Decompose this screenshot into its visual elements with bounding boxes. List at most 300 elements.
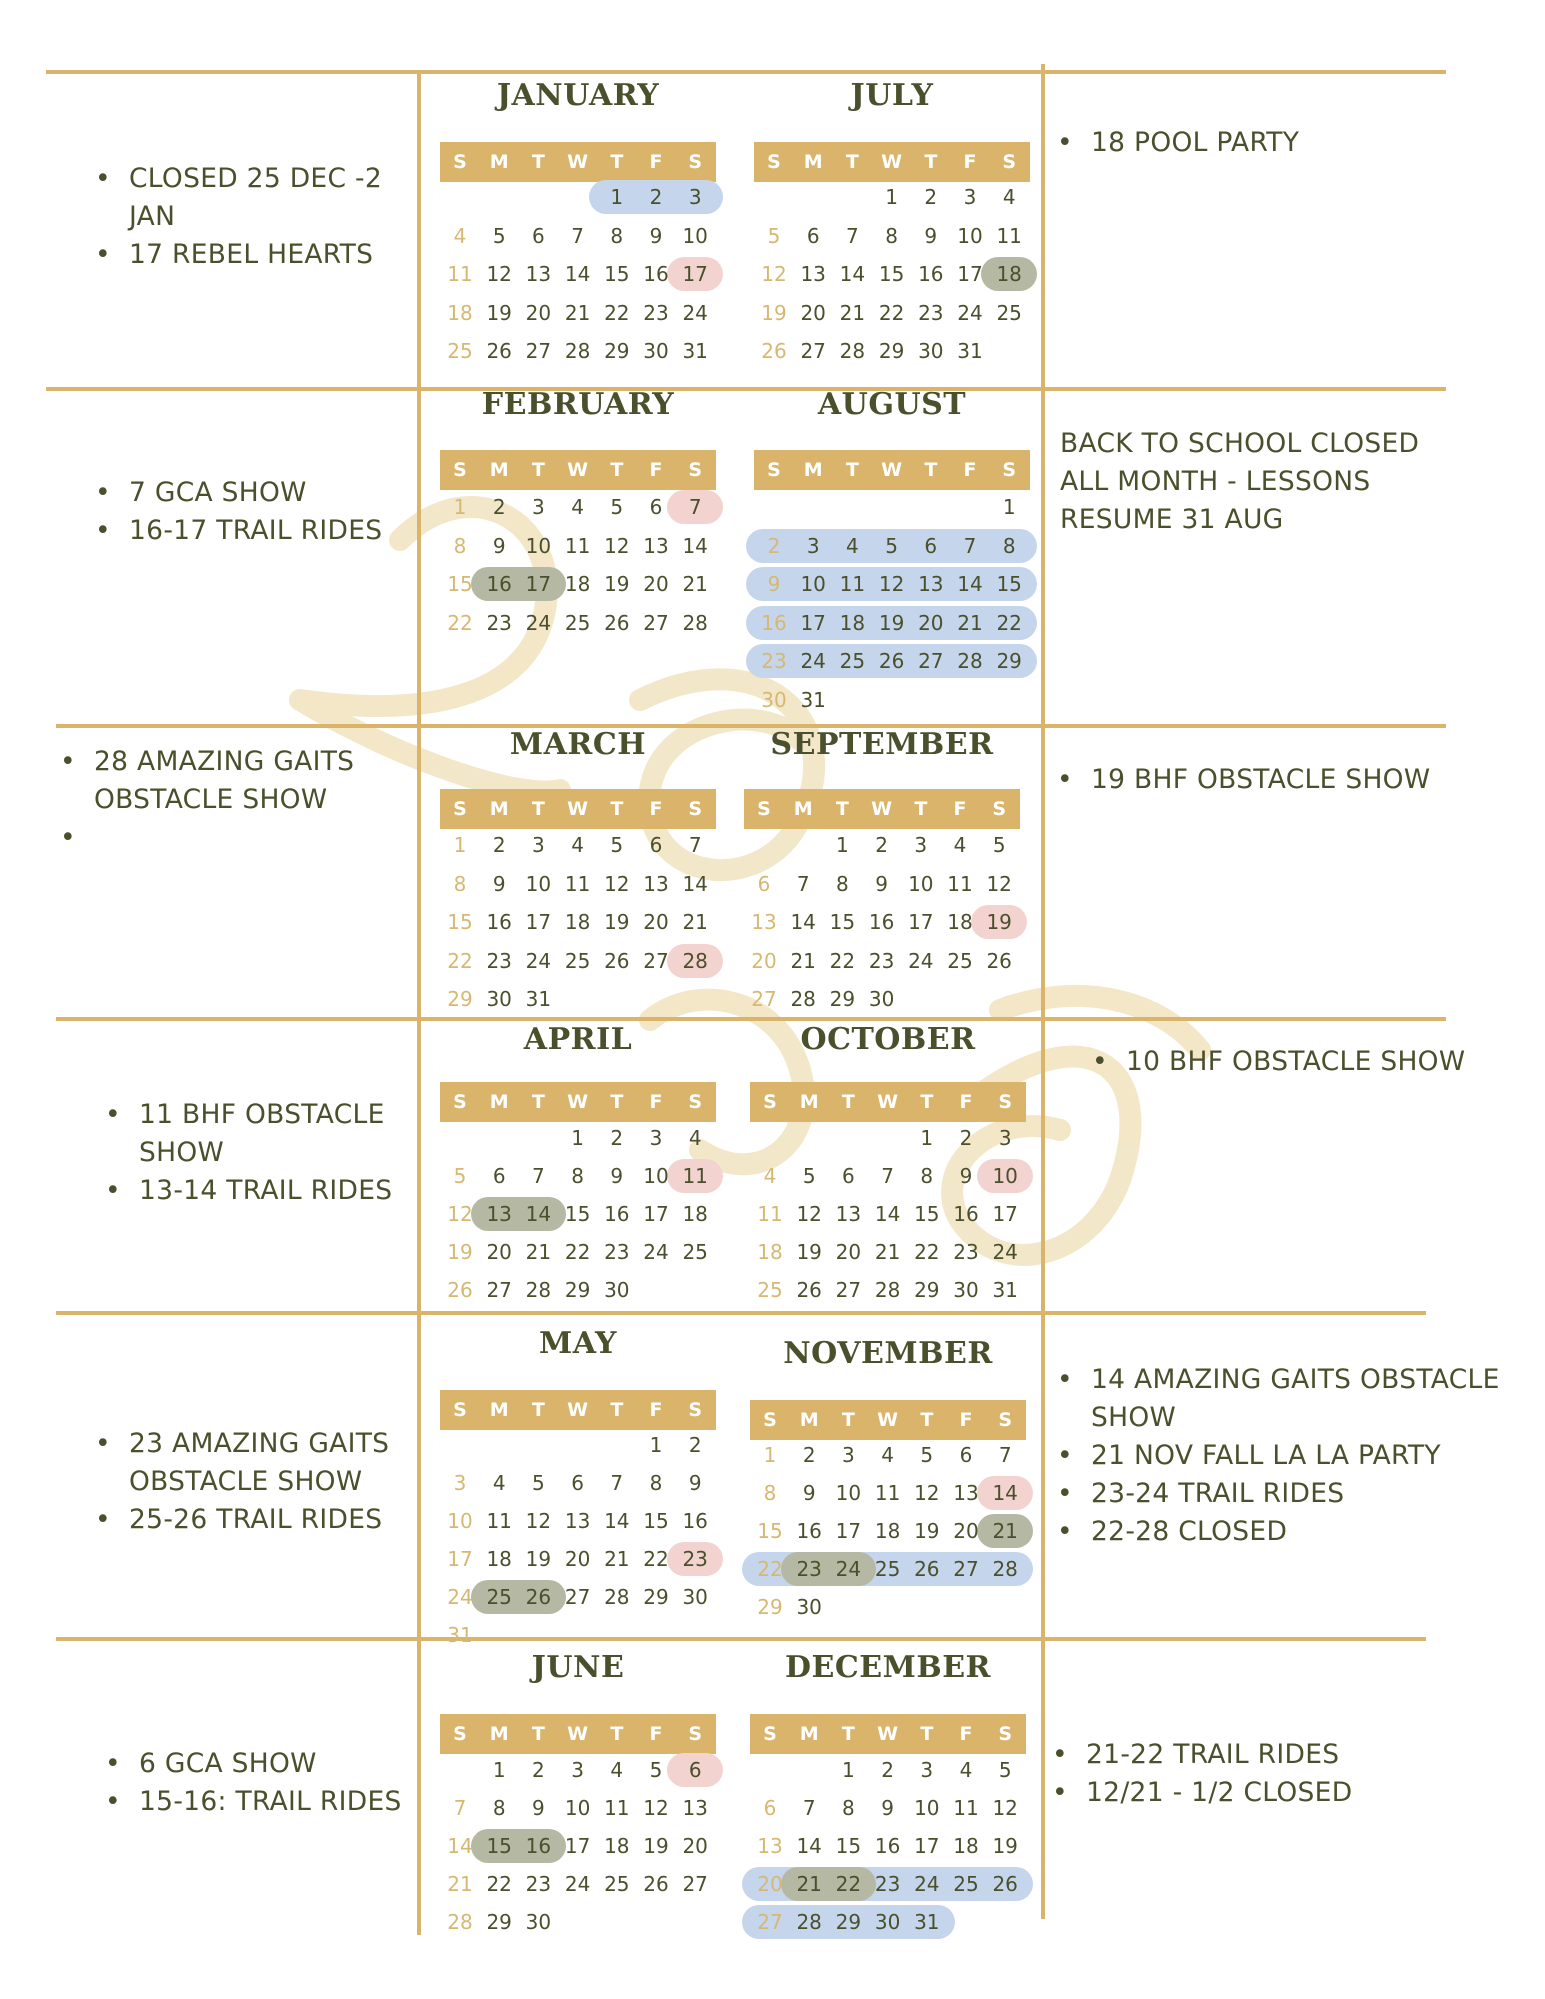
calendar-day: 2	[767, 533, 781, 558]
calendar-day: 11	[839, 572, 866, 596]
calendar-day: 13	[643, 533, 669, 558]
calendar-day: 3	[532, 833, 545, 857]
october-events	[1092, 1043, 1512, 1081]
divider-row-6	[56, 1637, 1426, 1641]
calendar-day: 14	[992, 1481, 1018, 1505]
calendar-day: 12	[796, 1202, 822, 1226]
calendar-day: 17	[914, 1834, 940, 1858]
calendar-day: 31	[992, 1278, 1018, 1302]
weekday-label: F	[649, 151, 663, 173]
calendar-day: 22	[996, 610, 1022, 635]
calendar-day: 23	[918, 300, 944, 325]
calendar-day: 8	[1002, 533, 1016, 558]
calendar-day: 30	[796, 1595, 822, 1619]
january-title: JANUARY	[496, 78, 660, 113]
calendar-day: 10	[908, 871, 934, 896]
calendar-day: 6	[757, 871, 771, 896]
calendar-day: 18	[486, 1547, 512, 1571]
calendar-day: 25	[874, 1557, 901, 1581]
calendar-day: 7	[532, 1164, 545, 1188]
calendar-day: 11	[996, 223, 1022, 248]
calendar-day: 27	[953, 1557, 979, 1581]
calendar-day: 21	[682, 572, 708, 596]
calendar-day: 1	[571, 1126, 584, 1150]
calendar-day: 6	[688, 1758, 702, 1782]
calendar-day: 28	[447, 1910, 473, 1934]
weekday-label: T	[920, 1091, 934, 1113]
event-item: • 7 GCA SHOW	[95, 474, 415, 512]
calendar-day: 8	[836, 871, 849, 896]
calendar-day: 11	[564, 871, 591, 896]
calendar-day: 29	[564, 1278, 591, 1302]
calendar-day: 14	[682, 871, 708, 896]
calendar-day: 10	[525, 871, 552, 896]
calendar-day: 4	[1002, 185, 1016, 209]
calendar-day: 26	[796, 1278, 822, 1302]
calendar-day: 27	[643, 610, 669, 635]
calendar-day: 19	[992, 1834, 1018, 1858]
calendar-day: 4	[846, 533, 859, 558]
weekday-label: M	[803, 151, 823, 173]
event-item: • 6 GCA SHOW	[105, 1745, 415, 1783]
december-events	[1052, 1736, 1472, 1812]
calendar-day: 27	[525, 339, 552, 363]
calendar-day: 1	[885, 185, 898, 209]
calendar-day: 9	[881, 1796, 894, 1820]
weekday-label: F	[649, 1723, 663, 1745]
calendar-day: 22	[757, 1557, 783, 1581]
calendar-day: 24	[525, 610, 552, 635]
calendar-day: 19	[604, 572, 630, 596]
weekday-label: W	[881, 459, 903, 481]
calendar-day: 12	[525, 1509, 552, 1533]
calendar-day: 30	[525, 1910, 552, 1934]
event-item: • 21 NOV FALL LA LA PARTY	[1057, 1437, 1517, 1475]
calendar-day: 24	[835, 1557, 862, 1581]
calendar-day: 3	[998, 1126, 1012, 1150]
calendar-day: 3	[914, 833, 928, 857]
calendar-day: 23	[486, 610, 512, 635]
calendar-day: 14	[790, 910, 816, 934]
calendar-day: 20	[757, 1872, 783, 1896]
calendar-day: 15	[447, 572, 473, 596]
calendar-day: 7	[963, 533, 977, 558]
weekday-label: S	[453, 1399, 467, 1421]
calendar-day: 25	[564, 610, 591, 635]
calendar-day: 29	[829, 987, 856, 1011]
calendar-day: 5	[920, 1443, 934, 1467]
calendar-day: 11	[604, 1796, 630, 1820]
calendar-day: 7	[688, 833, 702, 857]
event-item: • 12/21 - 1/2 CLOSED	[1052, 1774, 1472, 1812]
divider-row-5	[56, 1311, 1426, 1315]
calendar-day: 6	[649, 495, 663, 519]
weekday-label: M	[489, 1723, 509, 1745]
calendar-day: 10	[525, 533, 552, 558]
calendar-day: 27	[486, 1278, 512, 1302]
calendar-day: 30	[918, 339, 944, 363]
calendar-day: 20	[953, 1519, 979, 1543]
calendar-day: 5	[453, 1164, 467, 1188]
calendar-day: 24	[564, 1872, 591, 1896]
event-item: • 28 AMAZING GAITS OBSTACLE SHOW	[60, 743, 370, 819]
event-item: • 22-28 CLOSED	[1057, 1513, 1517, 1551]
april-weekday-header	[440, 1082, 716, 1122]
calendar-day: 24	[957, 300, 983, 325]
calendar-day: 17	[908, 910, 934, 934]
july-weekday-header	[754, 142, 1030, 182]
calendar-day: 4	[571, 833, 584, 857]
february-title: FEBRUARY	[481, 387, 675, 422]
calendar-day: 20	[800, 300, 826, 325]
calendar-day: 15	[914, 1202, 940, 1226]
calendar-day: 20	[682, 1834, 708, 1858]
calendar-day: 28	[874, 1278, 901, 1302]
weekday-label: M	[803, 459, 823, 481]
weekday-label: T	[845, 459, 859, 481]
calendar-day: 5	[610, 833, 624, 857]
calendar-day: 28	[682, 610, 708, 635]
divider-row-2	[46, 387, 1446, 391]
calendar-day: 8	[571, 1164, 584, 1188]
calendar-day: 6	[571, 1471, 584, 1495]
calendar-day: 11	[874, 1481, 901, 1505]
calendar-day: 28	[839, 339, 866, 363]
calendar-day: 16	[761, 610, 787, 635]
calendar-day: 3	[688, 185, 702, 209]
calendar-day: 11	[682, 1164, 708, 1188]
calendar-day: 29	[643, 1585, 669, 1609]
calendar-day: 19	[643, 1834, 669, 1858]
event-item: BACK TO SCHOOL CLOSED ALL MONTH - LESSONS RESUME 31 AUG	[1060, 428, 1420, 535]
weekday-label: W	[567, 798, 589, 820]
calendar-day: 22	[486, 1872, 512, 1896]
weekday-label: S	[688, 1723, 703, 1745]
may-events	[95, 1425, 415, 1539]
calendar-day: 1	[763, 1443, 777, 1467]
calendar-day: 20	[918, 610, 944, 635]
calendar-day: 25	[947, 948, 973, 973]
calendar-day: 18	[947, 910, 973, 934]
calendar-day: 2	[802, 1443, 816, 1467]
top-divider	[46, 70, 1446, 74]
calendar-day: 17	[447, 1547, 473, 1571]
calendar-day: 8	[610, 223, 624, 248]
calendar-day: 28	[525, 1278, 552, 1302]
calendar-day: 12	[761, 262, 787, 286]
calendar-day: 20	[564, 1547, 591, 1571]
calendar-day: 26	[986, 948, 1012, 973]
weekday-label: W	[881, 151, 903, 173]
calendar-day: 16	[682, 1509, 708, 1533]
calendar-day: 18	[447, 300, 473, 325]
calendar-day: 31	[682, 339, 708, 363]
calendar-day: 20	[486, 1240, 512, 1264]
calendar-day: 18	[564, 910, 591, 934]
calendar-day: 14	[682, 533, 708, 558]
calendar-day: 11	[947, 871, 973, 896]
calendar-day: 2	[881, 1758, 894, 1782]
calendar-day: 13	[800, 262, 826, 286]
calendar-day: 17	[957, 262, 983, 286]
calendar-day: 5	[998, 1758, 1012, 1782]
calendar-day: 7	[802, 1796, 816, 1820]
calendar-day: 29	[996, 649, 1022, 673]
calendar-day: 12	[878, 572, 905, 596]
calendar-day: 15	[564, 1202, 591, 1226]
calendar-day: 9	[959, 1164, 973, 1188]
calendar-day: 3	[806, 533, 820, 558]
calendar-day: 26	[914, 1557, 940, 1581]
calendar-day: 22	[447, 610, 473, 635]
event-item: • 16-17 TRAIL RIDES	[95, 512, 415, 550]
calendar-day: 2	[959, 1126, 973, 1150]
weekday-label: S	[763, 1409, 777, 1431]
weekday-label: T	[924, 459, 938, 481]
calendar-day: 11	[447, 262, 473, 286]
weekday-label: T	[841, 1723, 855, 1745]
calendar-day: 13	[751, 910, 777, 934]
weekday-label: W	[567, 1723, 589, 1745]
calendar-day: 29	[486, 1910, 512, 1934]
calendar-day: 2	[875, 833, 888, 857]
event-item: • CLOSED 25 DEC -2 JAN	[95, 160, 395, 236]
calendar-day: 6	[532, 223, 545, 248]
event-item: • 17 REBEL HEARTS	[95, 236, 395, 274]
weekday-label: S	[998, 1723, 1013, 1745]
calendar-day: 11	[486, 1509, 512, 1533]
calendar-day: 12	[986, 871, 1012, 896]
weekday-label: S	[763, 1091, 777, 1113]
calendar-day: 21	[525, 1240, 552, 1264]
april-title: APRIL	[523, 1022, 633, 1057]
calendar-day: 6	[649, 833, 663, 857]
calendar-day: 10	[564, 1796, 591, 1820]
calendar-day: 28	[604, 1585, 630, 1609]
calendar-day: 25	[839, 649, 866, 673]
calendar-day: 21	[790, 948, 816, 973]
calendar-day: 14	[874, 1202, 901, 1226]
calendar-day: 22	[914, 1240, 940, 1264]
calendar-day: 13	[757, 1834, 783, 1858]
calendar-day: 15	[829, 910, 856, 934]
calendar-day: 10	[643, 1164, 669, 1188]
calendar-day: 18	[757, 1240, 783, 1264]
calendar-day: 13	[682, 1796, 708, 1820]
calendar-day: 19	[986, 910, 1012, 934]
weekday-label: T	[610, 798, 624, 820]
calendar-day: 20	[751, 948, 777, 973]
calendar-day: 31	[525, 987, 552, 1011]
calendar-day: 1	[492, 1758, 506, 1782]
calendar-day: 5	[992, 833, 1006, 857]
june-weekday-header	[440, 1714, 716, 1754]
calendar-day: 1	[920, 1126, 934, 1150]
may-weekday-header	[440, 1390, 716, 1430]
weekday-label: W	[567, 459, 589, 481]
calendar-day: 26	[604, 610, 630, 635]
calendar-day: 14	[839, 262, 866, 286]
calendar-day: 25	[564, 948, 591, 973]
weekday-label: S	[453, 459, 467, 481]
calendar-day: 30	[874, 1910, 901, 1934]
weekday-label: F	[649, 798, 663, 820]
calendar-day: 27	[835, 1278, 862, 1302]
calendar-day: 19	[486, 300, 512, 325]
calendar-day: 25	[604, 1872, 630, 1896]
calendar-day: 19	[604, 910, 630, 934]
calendar-day: 21	[604, 1547, 630, 1571]
calendar-day: 24	[908, 948, 934, 973]
calendar-day: 27	[918, 649, 944, 673]
calendar-day: 28	[564, 339, 591, 363]
calendar-day: 27	[564, 1585, 591, 1609]
calendar-day: 4	[492, 1471, 506, 1495]
calendar-day: 14	[564, 262, 591, 286]
weekday-label: W	[877, 1723, 899, 1745]
calendar-day: 22	[604, 300, 630, 325]
weekday-label: T	[531, 459, 545, 481]
weekday-label: F	[953, 798, 967, 820]
calendar-day: 20	[525, 300, 552, 325]
february-events	[95, 474, 415, 550]
calendar-day: 20	[643, 910, 669, 934]
calendar-day: 30	[953, 1278, 979, 1302]
calendar-day: 9	[649, 223, 663, 248]
june-events	[105, 1745, 415, 1821]
december-weekday-header	[750, 1714, 1026, 1754]
calendar-day: 19	[447, 1240, 473, 1264]
calendar-day: 3	[453, 1471, 467, 1495]
weekday-label: T	[610, 151, 624, 173]
calendar-day: 23	[868, 948, 895, 973]
calendar-day: 2	[924, 185, 938, 209]
calendar-day: 16	[643, 262, 669, 286]
calendar-day: 17	[564, 1834, 591, 1858]
calendar-day: 8	[492, 1796, 506, 1820]
calendar-day: 26	[447, 1278, 473, 1302]
event-item: • 19 BHF OBSTACLE SHOW	[1057, 761, 1477, 799]
calendar-day: 15	[878, 262, 905, 286]
weekday-label: M	[489, 798, 509, 820]
calendar-day: 30	[868, 987, 895, 1011]
calendar-day: 23	[682, 1547, 708, 1571]
calendar-day: 25	[682, 1240, 708, 1264]
calendar-day: 4	[959, 1758, 973, 1782]
weekday-label: S	[757, 798, 771, 820]
calendar-day: 18	[604, 1834, 630, 1858]
calendar-day: 28	[957, 649, 983, 673]
calendar-day: 26	[992, 1872, 1018, 1896]
october-weekday-header	[750, 1082, 1026, 1122]
calendar-day: 26	[761, 339, 787, 363]
calendar-day: 4	[453, 223, 467, 248]
weekday-label: M	[489, 1399, 509, 1421]
weekday-label: T	[531, 1723, 545, 1745]
calendar-day: 28	[992, 1557, 1018, 1581]
calendar-day: 7	[453, 1796, 467, 1820]
calendar-day: 9	[767, 572, 781, 596]
calendar-day: 5	[767, 223, 781, 248]
august-events	[1060, 425, 1460, 539]
weekday-label: F	[963, 459, 977, 481]
calendar-day: 17	[643, 1202, 669, 1226]
calendar-day: 26	[486, 339, 512, 363]
right-column-divider	[1041, 64, 1045, 1919]
calendar-day: 15	[486, 1834, 512, 1858]
weekday-label: S	[998, 1409, 1013, 1431]
calendar-day: 3	[920, 1758, 934, 1782]
calendar-day: 4	[610, 1758, 624, 1782]
calendar-day: 24	[447, 1585, 473, 1609]
weekday-label: F	[959, 1723, 973, 1745]
calendar-day: 24	[914, 1872, 940, 1896]
calendar-day: 1	[842, 1758, 855, 1782]
calendar-day: 12	[992, 1796, 1018, 1820]
calendar-day: 21	[564, 300, 591, 325]
weekday-label: W	[871, 798, 893, 820]
weekday-label: S	[453, 1723, 467, 1745]
calendar-day: 23	[525, 1872, 552, 1896]
calendar-day: 14	[447, 1834, 473, 1858]
calendar-day: 28	[790, 987, 816, 1011]
calendar-day: 22	[829, 948, 856, 973]
calendar-day: 17	[992, 1202, 1018, 1226]
weekday-label: T	[914, 798, 928, 820]
calendar-day: 23	[796, 1557, 822, 1581]
weekday-label: S	[767, 151, 781, 173]
weekday-label: T	[835, 798, 849, 820]
calendar-day: 19	[761, 300, 787, 325]
weekday-label: S	[763, 1723, 777, 1745]
calendar-day: 21	[447, 1872, 473, 1896]
calendar-day: 9	[924, 223, 938, 248]
calendar-day: 19	[914, 1519, 940, 1543]
weekday-label: S	[453, 151, 467, 173]
calendar-day: 10	[447, 1509, 473, 1533]
weekday-label: M	[489, 1091, 509, 1113]
calendar-day: 26	[604, 948, 630, 973]
calendar-day: 23	[486, 948, 512, 973]
calendar-day: 16	[874, 1834, 901, 1858]
calendar-day: 8	[649, 1471, 663, 1495]
calendar-day: 16	[525, 1834, 552, 1858]
calendar-day: 9	[532, 1796, 545, 1820]
calendar-day: 27	[800, 339, 826, 363]
calendar-day: 24	[682, 300, 708, 325]
calendar-day: 8	[763, 1481, 777, 1505]
calendar-day: 29	[604, 339, 630, 363]
calendar-day: 18	[874, 1519, 901, 1543]
calendar-day: 29	[447, 987, 473, 1011]
calendar-day: 18	[682, 1202, 708, 1226]
calendar-day: 15	[835, 1834, 862, 1858]
july-events	[1057, 124, 1457, 162]
calendar-day: 5	[802, 1164, 816, 1188]
calendar-day: 1	[649, 1433, 663, 1457]
calendar-day: 2	[532, 1758, 545, 1782]
event-item: • 14 AMAZING GAITS OBSTACLE SHOW	[1057, 1361, 1517, 1437]
weekday-label: F	[649, 1399, 663, 1421]
calendar-day: 22	[643, 1547, 669, 1571]
weekday-label: S	[1002, 459, 1017, 481]
calendar-day: 29	[835, 1910, 862, 1934]
calendar-day: 12	[447, 1202, 473, 1226]
calendar-day: 3	[649, 1126, 663, 1150]
calendar-day: 3	[532, 495, 545, 519]
calendar-day: 17	[835, 1519, 862, 1543]
weekday-label: T	[920, 1409, 934, 1431]
